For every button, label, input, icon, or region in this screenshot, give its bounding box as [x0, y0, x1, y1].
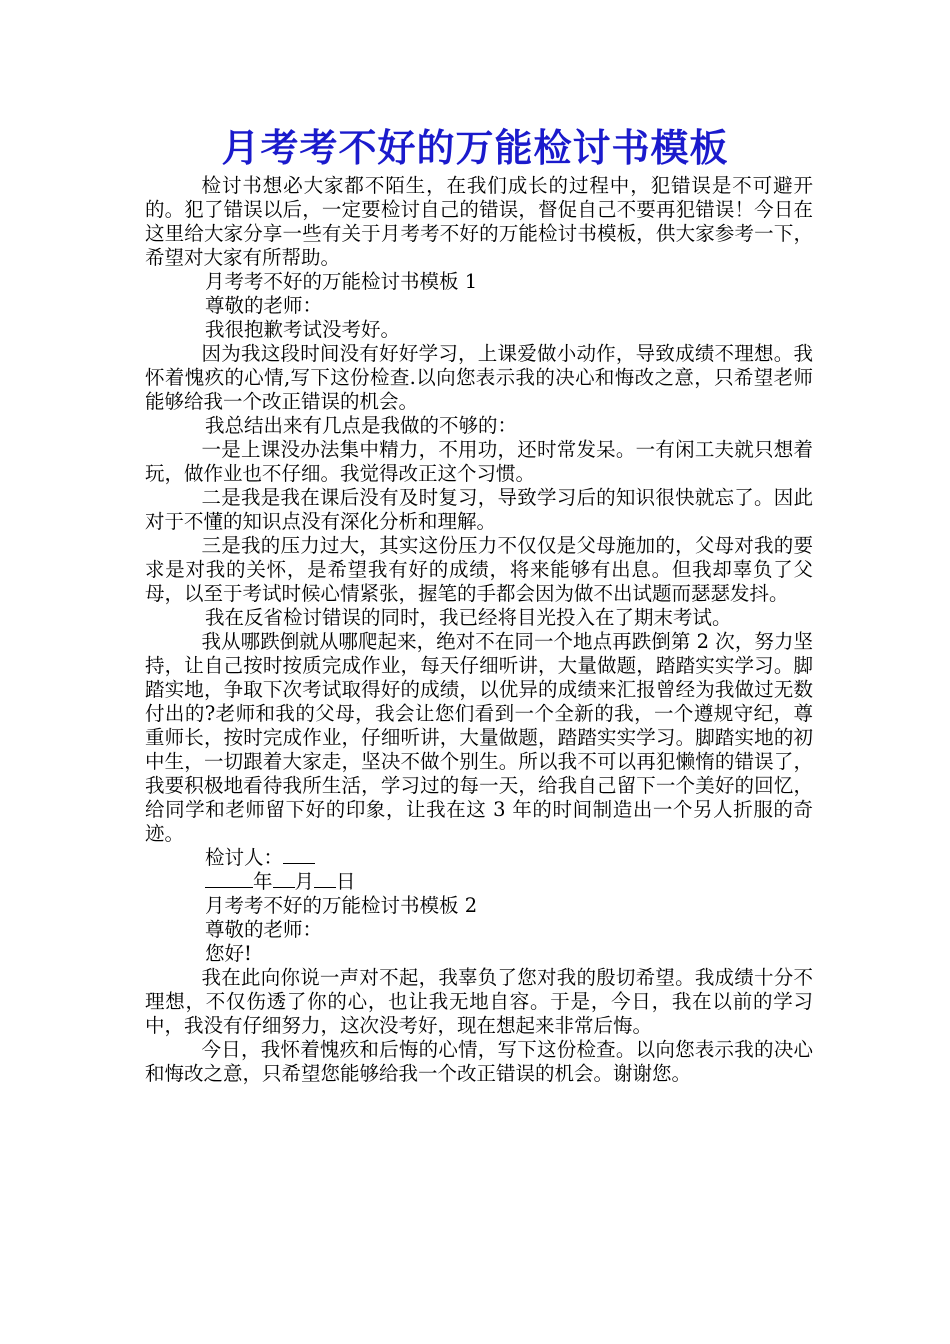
section1-paragraph: 因为我这段时间没有好好学习，上课爱做小动作，导致成绩不理想。我怀着愧疚的心情,写下这份检查.以向您表示我的决心和悔改之意，只希望老师能够给我一个改正错误的机会。	[145, 342, 813, 413]
section2-salutation: 尊敬的老师：	[205, 918, 323, 941]
date-month-label: 月	[294, 870, 315, 893]
section2-paragraph-one: 我在此向你说一声对不起，我辜负了您对我的殷切希望。我成绩十分不理想，不仅伤透了你的心，也让我无地自容。于是，今日，我在以前的学习中，我没有仔细努力，这次没考好，现在想起来非常后悔。	[145, 966, 813, 1037]
section1-apology: 我很抱歉考试没考好。	[205, 318, 401, 341]
signature-line	[145, 846, 813, 870]
section1-point-two: 二是我是我在课后没有及时复习，导致学习后的知识很快就忘了。因此对于不懂的知识点没有深化分析和理解。	[145, 486, 813, 533]
date-day-label: 日	[336, 870, 356, 893]
section1-point-one: 一是上课没办法集中精力，不用功，还时常发呆。一有闲工夫就只想着玩，做作业也不仔细。我觉得改正这个习惯。	[145, 438, 813, 485]
section2-paragraph-two: 今日，我怀着愧疚和后悔的心情，写下这份检查。以向您表示我的决心和悔改之意，只希望您能够给我一个改正错误的机会。谢谢您。	[145, 1038, 813, 1085]
date-year-label: 年	[253, 870, 273, 893]
month-blank	[273, 870, 295, 888]
section1-reflection: 我在反省检讨错误的同时，我已经将目光投入在了期末考试。	[205, 606, 732, 629]
signature-label: 检讨人：	[205, 846, 284, 869]
signature-blank	[283, 846, 315, 864]
year-blank	[205, 870, 253, 888]
document-title: 月考考不好的万能检讨书模板	[221, 125, 729, 170]
date-line	[145, 870, 813, 894]
section2-heading: 月考考不好的万能检讨书模板 2	[205, 894, 478, 917]
section1-salutation: 尊敬的老师：	[205, 294, 323, 317]
section1-heading: 月考考不好的万能检讨书模板 1	[205, 270, 478, 293]
section1-summary-line: 我总结出来有几点是我做的不够的：	[205, 414, 518, 437]
section1-commitment: 我从哪跌倒就从哪爬起来，绝对不在同一个地点再跌倒第 2 次，努力坚持，让自己按时按质完成作业，每天仔细听讲，大量做题，踏踏实实学习。脚踏实地，争取下次考试取得好的成绩，以优异的成绩来汇报曾经为我做过无数付出的?老师和我的父母，我会让您们看到一个全新的我，一个遵规守纪，尊重师长，按时完成作业，仔细听讲，大量做题，踏踏实实学习。脚踏实地的初中生，一切跟着大家走，坚决不做个别生。所以我不可以再犯懒惰的错误了，我要积极地看待我所生活，学习过的每一天，给我自己留下一个美好的回忆，给同学和老师留下好的印象，让我在这 3 年的时间制造出一个另人折服的奇迹。	[145, 630, 813, 845]
day-blank	[314, 870, 336, 888]
intro-paragraph: 检讨书想必大家都不陌生，在我们成长的过程中，犯错误是不可避开的。犯了错误以后，一定要检讨自己的错误，督促自己不要再犯错误！今日在这里给大家分享一些有关于月考考不好的万能检讨书模板，供大家参考一下，希望对大家有所帮助。	[145, 174, 813, 269]
section1-point-three: 三是我的压力过大，其实这份压力不仅仅是父母施加的，父母对我的要求是对我的关怀，是希望我有好的成绩，将来能够有出息。但我却辜负了父母，以至于考试时候心情紧张，握笔的手都会因为做不出试题而瑟瑟发抖。	[145, 534, 813, 605]
document-body	[145, 174, 813, 1086]
section2-greeting: 您好!	[205, 942, 252, 965]
